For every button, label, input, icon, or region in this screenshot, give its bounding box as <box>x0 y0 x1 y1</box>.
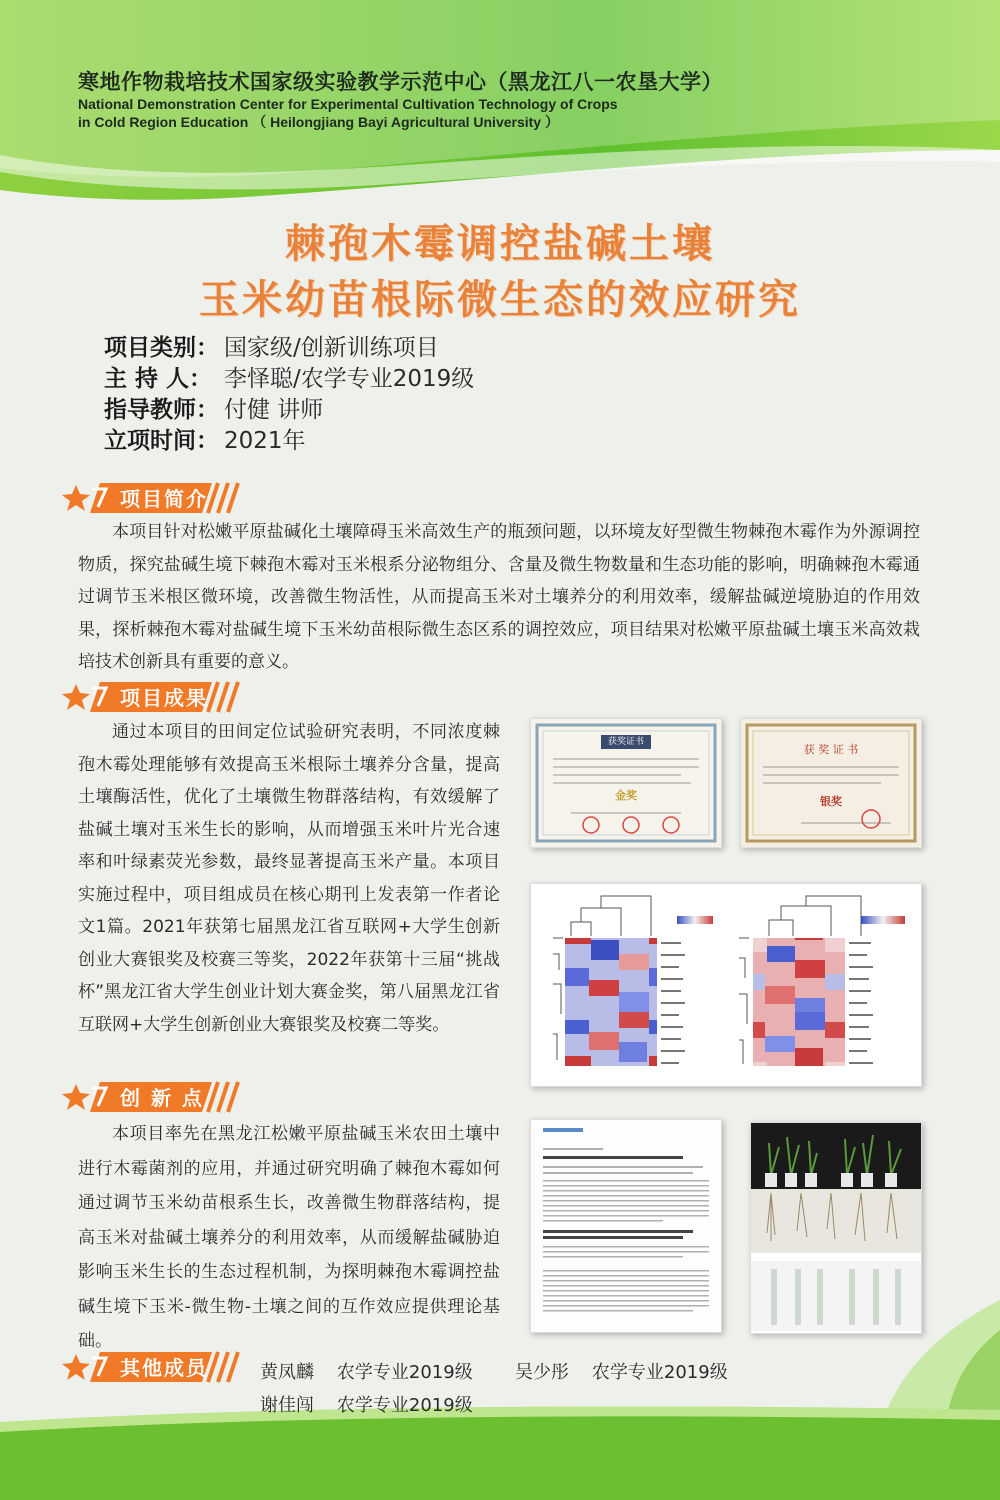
star-icon <box>62 1354 90 1380</box>
organization-name-en-line1: National Demonstration Center for Experimental Cultivation Technology of Crops <box>78 96 618 112</box>
member-item <box>260 1391 473 1417</box>
section-header-innovation <box>62 1076 262 1116</box>
star-icon <box>62 1084 90 1110</box>
info-value: 李怿聪/农学专业2019级 <box>224 366 475 392</box>
info-value: 2021年 <box>224 428 306 454</box>
section-label: 其他成员 <box>120 1356 208 1380</box>
member-major: 农学专业2019级 <box>336 1395 473 1416</box>
info-key: 项目类别： <box>104 335 219 361</box>
info-row-leader <box>104 364 474 395</box>
certificate-award: 银奖 <box>820 795 842 808</box>
certificate-award: 金奖 <box>615 789 637 802</box>
info-row-category <box>104 333 474 364</box>
info-key: 指导教师： <box>104 397 219 423</box>
section-label: 项目简介 <box>120 487 208 511</box>
certificate-silver-image <box>740 718 922 848</box>
certificate-title: 获 奖 证 书 <box>803 743 859 756</box>
certificate-gold-image <box>530 718 722 848</box>
organization-name-en <box>78 95 618 131</box>
maize-seedling-photo <box>750 1122 922 1334</box>
heatmap-figure <box>530 883 922 1087</box>
member-name: 黄凤麟 <box>260 1362 314 1383</box>
organization-name-en-line2: in Cold Region Education （ Heilongjiang Bayi Agricultural University ） <box>78 114 559 130</box>
info-value: 付健 讲师 <box>224 397 324 423</box>
journal-paper-image <box>530 1119 722 1333</box>
member-item <box>260 1358 473 1384</box>
member-item <box>515 1358 728 1384</box>
info-row-date <box>104 426 474 457</box>
star-icon <box>62 684 90 710</box>
info-list <box>104 333 474 457</box>
info-value: 国家级/创新训练项目 <box>224 335 439 361</box>
section-label: 创 新 点 <box>120 1086 204 1110</box>
member-name: 谢佳闯 <box>260 1395 314 1416</box>
results-paragraph: 通过本项目的田间定位试验研究表明，不同浓度棘孢木霉处理能够有效提高玉米根际土壤养分含量，提高土壤酶活性，优化了土壤微生物群落结构，有效缓解了盐碱土壤对玉米生长的影响，从而增强玉米叶片光合速率和叶绿素荧光参数，最终显著提高玉米产量。本项目实施过程中，项目组成员在核心期刊上发表第一作者论文1篇。2021年获第七届黑龙江省互联网+大学生创新创业大赛银奖及校赛三等奖，2022年获第十三届“挑战杯”黑龙江省大学生创业计划大赛金奖，第八届黑龙江省互联网+大学生创新创业大赛银奖及校赛二等奖。 <box>78 722 500 1035</box>
certificate-title: 获奖证书 <box>607 737 644 747</box>
info-key: 立项时间： <box>104 428 219 454</box>
star-icon <box>62 485 90 511</box>
section-label: 项目成果 <box>120 686 208 710</box>
info-row-advisor <box>104 395 474 426</box>
member-name: 吴少彤 <box>515 1362 569 1383</box>
section-header-members <box>62 1346 262 1386</box>
intro-paragraph: 本项目针对松嫩平原盐碱化土壤障碍玉米高效生产的瓶颈问题，以环境友好型微生物棘孢木霉作为外源调控物质，探究盐碱生境下棘孢木霉对玉米根系分泌物组分、含量及微生物数量和生态功能的影响，明确棘孢木霉通过调节玉米根区微环境，改善微生物活性，从而提高玉米对土壤养分的利用效率，缓解盐碱逆境胁迫的作用效果，探析棘孢木霉对盐碱生境下玉米幼苗根际微生态区系的调控效应，项目结果对松嫩平原盐碱土壤玉米高效栽培技术创新具有重要的意义。 <box>78 522 920 672</box>
poster-title-line1: 棘孢木霉调控盐碱土壤 <box>285 221 715 267</box>
innovation-paragraph: 本项目率先在黑龙江松嫩平原盐碱玉米农田土壤中进行木霉菌剂的应用，并通过研究明确了棘孢木霉如何通过调节玉米幼苗根系生长，改善微生物群落结构，提高玉米对盐碱土壤养分的利用效率，从而缓解盐碱胁迫影响玉米生长的生态过程机制，为探明棘孢木霉调控盐碱生境下玉米-微生物-土壤之间的互作效应提供理论基础。 <box>78 1124 500 1351</box>
organization-name-cn: 寒地作物栽培技术国家级实验教学示范中心（黑龙江八一农垦大学） <box>78 70 723 94</box>
member-major: 农学专业2019级 <box>591 1362 728 1383</box>
info-key: 主 持 人： <box>104 366 213 392</box>
poster-title-line2: 玉米幼苗根际微生态的效应研究 <box>199 277 801 323</box>
section-header-intro <box>62 477 262 517</box>
member-major: 农学专业2019级 <box>336 1362 473 1383</box>
section-header-results <box>62 676 262 716</box>
